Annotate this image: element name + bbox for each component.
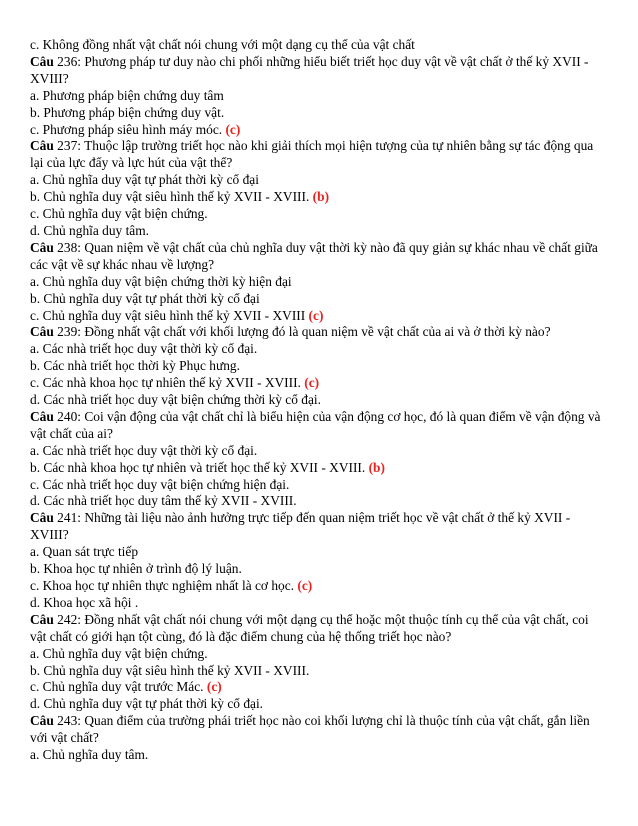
option-text: d. Chủ nghĩa duy vật tự phát thời kỳ cổ đại. [30,696,264,712]
option-line [30,561,608,578]
question-text: 242: Đồng nhất vật chất nói chung với một dạng cụ thể hoặc một thuộc tính cụ thể của vật chất, coi vật chất có giới hạn tột cùng, đó là đặc điểm chung của hệ thống triết học nào? [30,611,589,644]
option-text: a. Phương pháp biện chứng duy tâm [30,87,224,103]
question-line [30,138,608,172]
answer-marker: (b) [312,189,330,205]
question-line [30,324,608,341]
question-label: Câu [30,324,54,340]
option-text: a. Các nhà triết học duy vật thời kỳ cổ đại. [30,341,258,357]
option-text: b. Chủ nghĩa duy vật tự phát thời kỳ cổ đại [30,290,260,306]
option-line [30,392,608,409]
option-line [30,663,608,680]
option-line [30,223,608,240]
option-text: b. Các nhà triết học thời kỳ Phục hưng. [30,358,240,374]
option-text: b. Chủ nghĩa duy vật siêu hình thế kỷ XVII - XVIII. [30,662,310,678]
question-text: 239: Đồng nhất vật chất với khối lượng đó là quan niệm về vật chất của ai và ở thời kỳ nào? [53,324,551,340]
option-text: c. Không đồng nhất vật chất nói chung với một dạng cụ thể của vật chất [30,37,415,52]
question-label: Câu [30,53,54,69]
option-line [30,105,608,122]
option-line [30,206,608,223]
question-line [30,510,608,544]
option-text: c. Chủ nghĩa duy vật biện chứng. [30,206,208,222]
option-text: b. Phương pháp biện chứng duy vật. [30,104,225,120]
option-line [30,747,608,764]
answer-marker: (b) [368,459,385,475]
option-line [30,189,608,206]
option-line [30,696,608,713]
option-line [30,375,608,392]
option-line [30,274,608,291]
option-line [30,88,608,105]
question-line [30,54,608,88]
option-text: c. Các nhà khoa học tự nhiên thế kỷ XVII - XVIII. [30,375,305,391]
option-text: d. Khoa học xã hội . [30,594,139,610]
option-line [30,291,608,308]
option-line [30,493,608,510]
option-text: a. Chủ nghĩa duy tâm. [30,747,149,763]
answer-marker: (c) [297,578,313,593]
question-label: Câu [30,611,54,627]
option-text: c. Khoa học tự nhiên thực nghiệm nhất là cơ học. [30,578,298,593]
question-line [30,713,608,747]
option-text: b. Khoa học tự nhiên ở trình độ lý luận. [30,561,242,577]
option-text: a. Chủ nghĩa duy vật biện chứng thời kỳ hiện đại [30,273,292,289]
question-line [30,612,608,646]
question-text: 240: Coi vận động của vật chất chỉ là biểu hiện của vận động cơ học, đó là quan điểm về vận động và vật chất của ai? [30,408,601,441]
option-text: d. Các nhà triết học duy tâm thế kỷ XVII - XVIII. [30,493,297,509]
option-text: d. Chủ nghĩa duy tâm. [30,222,150,238]
question-text: 236: Phương pháp tư duy nào chi phối những hiểu biết triết học duy vật về vật chất ở thế kỷ XVII - XVIII? [30,53,589,86]
option-line [30,443,608,460]
option-line [30,172,608,189]
option-text: c. Chủ nghĩa duy vật trước Mác. [30,679,207,695]
option-text: a. Các nhà triết học duy vật thời kỳ cổ đại. [30,442,258,458]
question-label: Câu [30,239,54,255]
option-text: b. Các nhà khoa học tự nhiên và triết học thế kỷ XVII - XVIII. [30,459,369,475]
option-text: c. Các nhà triết học duy vật biện chứng hiện đại. [30,476,290,492]
question-label: Câu [30,713,54,729]
option-line [30,477,608,494]
option-line [30,341,608,358]
option-line [30,578,608,595]
option-line [30,37,608,54]
question-label: Câu [30,138,54,154]
question-line [30,240,608,274]
option-text: b. Chủ nghĩa duy vật siêu hình thế kỷ XVII - XVIII. [30,189,313,205]
question-label: Câu [30,510,54,526]
option-line [30,679,608,696]
answer-marker: (c) [308,307,324,323]
option-line [30,595,608,612]
question-label: Câu [30,408,54,424]
option-line [30,308,608,325]
answer-marker: (c) [304,375,320,391]
answer-marker: (c) [225,121,241,137]
option-text: d. Các nhà triết học duy vật biện chứng thời kỳ cổ đại. [30,392,322,408]
option-text: a. Quan sát trực tiếp [30,544,139,560]
question-line [30,409,608,443]
option-text: c. Chủ nghĩa duy vật siêu hình thế kỷ XVII - XVIII [30,307,309,323]
question-text: 243: Quan điểm của trường phái triết học nào coi khối lượng chỉ là thuộc tính của vật chất, gắn liền với vật chất? [30,713,590,746]
option-line [30,646,608,663]
answer-marker: (c) [206,679,222,695]
question-text: 237: Thuộc lập trường triết học nào khi giải thích mọi hiện tượng của tự nhiên bằng sự tác động qua lại của lực đẩy và lực hút của vật thể? [30,138,594,171]
option-text: c. Phương pháp siêu hình máy móc. [30,121,226,137]
question-text: 241: Những tài liệu nào ảnh hưởng trực tiếp đến quan niệm triết học về vật chất ở thế kỷ XVII - XVIII? [30,510,571,543]
option-line [30,460,608,477]
option-line [30,544,608,561]
option-text: a. Chủ nghĩa duy vật biện chứng. [30,645,208,661]
option-text: a. Chủ nghĩa duy vật tự phát thời kỳ cổ đại [30,172,259,188]
option-line [30,358,608,375]
option-line [30,122,608,139]
question-text: 238: Quan niệm về vật chất của chủ nghĩa duy vật thời kỳ nào đã quy giản sự khác nhau về chất giữa các vật về sự khác nhau về lượng? [30,239,598,272]
document-page [30,37,608,764]
